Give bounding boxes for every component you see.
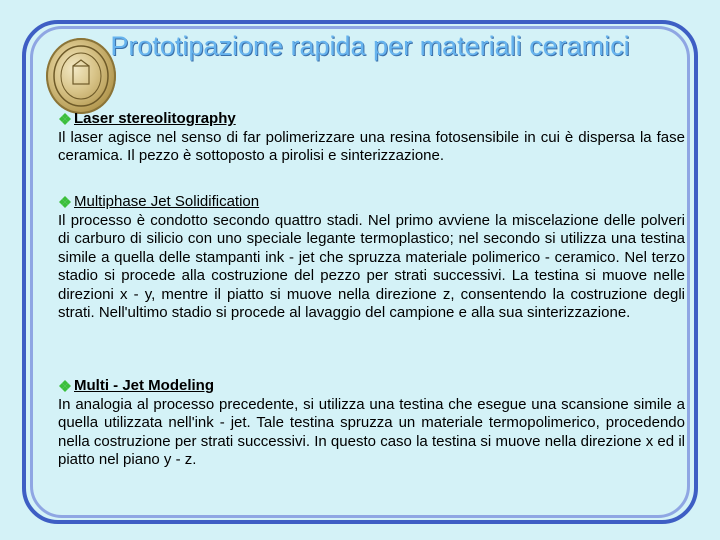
section-multi-jet-modeling: [58, 377, 685, 470]
section-heading-text: Multi - Jet Modeling: [74, 377, 214, 394]
section-laser-stereolitography: [58, 110, 685, 166]
diamond-bullet-icon: [58, 112, 72, 126]
section-paragraph: Il laser agisce nel senso di far polimerizzare una resina fotosensibile in cui è dispersa la fase ceramica. Il pezzo è sottoposto a pirolisi e sinterizzazione.: [58, 128, 685, 164]
section-heading: [58, 110, 685, 129]
section-multiphase-jet-solidification: [58, 193, 685, 323]
diamond-bullet-icon: [58, 195, 72, 209]
section-heading-text: Laser stereolitography: [74, 110, 236, 127]
diamond-bullet-icon: [58, 379, 72, 393]
section-paragraph: Il processo è condotto secondo quattro stadi. Nel primo avviene la miscelazione delle polveri di carburo di silicio con uno speciale legante termoplastico; nel secondo si utilizza una testina simile a quella delle stampanti ink - jet che spruzza materiale polimerico - ceramico. Nel terzo stadio si procede alla costruzione del pezzo per strati successivi. La testina si muove nelle direzioni x - y, mentre il piatto si muove nella direzione z, consentendo la costruzione degli strati. Nell'ultimo stadio si procede al lavaggio del campione e alla sua sinterizzazione.: [58, 211, 685, 321]
section-heading: [58, 377, 685, 396]
slide-title: Prototipazione rapida per materiali ceramici: [110, 31, 630, 61]
university-seal-logo: [46, 38, 116, 114]
section-heading: [58, 193, 685, 212]
section-paragraph: In analogia al processo precedente, si utilizza una testina che esegue una scansione simile a quella utilizzata nell'ink - jet. Tale testina spruzza un materiale termopolimerico, procedendo nella costruzione per strati successivi. In questo caso la testina si muove nella direzione x ed il piatto nel piano y - z.: [58, 395, 685, 468]
section-heading-text: Multiphase Jet Solidification: [74, 193, 260, 210]
